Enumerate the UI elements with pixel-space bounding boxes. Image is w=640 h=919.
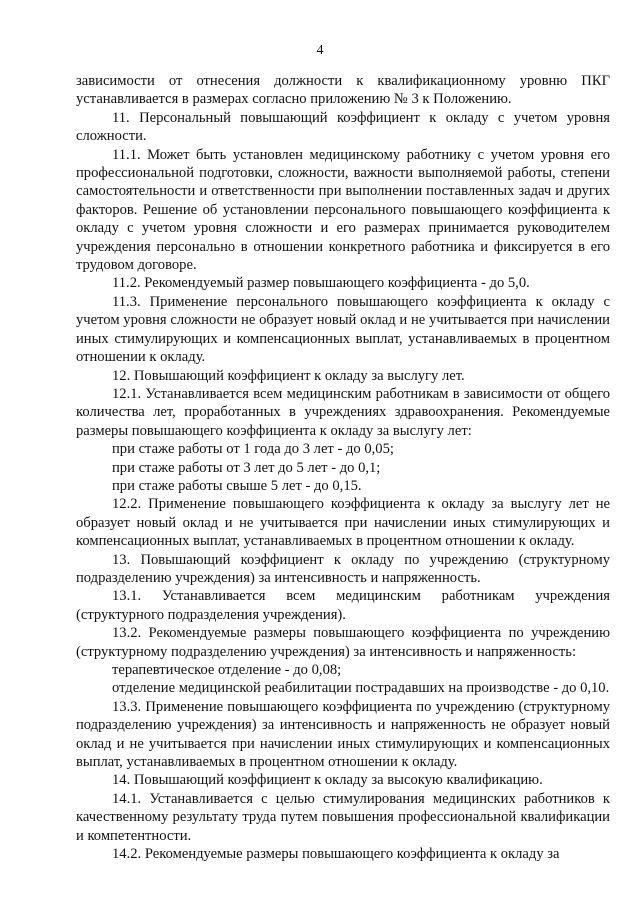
page-number: 4 [316,43,324,58]
paragraph-11-1: 11.1. Может быть установлен медицинскому работнику с учетом уровня его профессиональной подготовки, сложности, важности выполняемой работы, степени самостоятельности и ответственности при выполнении поставленных задач и других факторов. Решение об установлении персонального повышающего коэффициента к окладу с учетом уровня сложности и его размерах принимается руководителем учреждения персонально в отношении конкретного работника и фиксируется в его трудовом договоре. [76,146,610,274]
paragraph-14-1: 14.1. Устанавливается с целью стимулирования медицинских работников к качественному результату труда путем повышения профессиональной квалификации и компетентности. [76,790,610,844]
document-body [76,72,610,863]
section-11-heading: 11. Персональный повышающий коэффициент к окладу с учетом уровня сложности. [76,109,610,145]
list-item: терапевтическое отделение - до 0,08; [112,662,342,678]
paragraph-11-3: 11.3. Применение персонального повышающего коэффициента к окладу с учетом уровня сложности не образует новый оклад и не учитывается при начислении иных стимулирующих и компенсационных выплат, устанавливаемых в процентном отношении к окладу. [76,293,610,366]
section-12-heading: 12. Повышающий коэффициент к окладу за выслугу лет. [112,367,465,384]
section-14-heading: 14. Повышающий коэффициент к окладу за высокую квалификацию. [112,772,543,789]
paragraph-13-1: 13.1. Устанавливается всем медицинским работникам учреждения (структурного подразделения учреждения). [76,588,610,623]
paragraph-14-2: 14.2. Рекомендуемые размеры повышающего коэффициента к окладу за [112,846,560,863]
list-item: отделение медицинской реабилитации пострадавших на производстве - до 0,10. [112,680,610,697]
paragraph-11-2: 11.2. Рекомендуемый размер повышающего коэффициента - до 5,0. [112,275,530,292]
paragraph-13-3: 13.3. Применение повышающего коэффициента по учреждению (структурному подразделению учреждения) за интенсивность и напряженность не образует новый оклад и не учитывается при начислении иных стимулирующих и компенсационных выплат, устанавливаемых в процентном отношении к окладу. [76,698,610,771]
paragraph-12-1: 12.1. Устанавливается всем медицинским работникам в зависимости от общего количества лет, проработанных в учреждениях здравоохранения. Рекомендуемые размеры повышающего коэффициента к окладу за выслугу лет: [76,385,610,439]
paragraph-12-2: 12.2. Применение повышающего коэффициента к окладу за выслугу лет не образует новый оклад и не учитывается при начислении иных стимулирующих и компенсационных выплат, устанавливаемых в процентном отношении к окладу. [76,496,610,550]
list-item: при стаже работы от 1 года до 3 лет - до 0,05; [112,441,394,458]
list-item: при стаже работы от 3 лет до 5 лет - до 0,1; [112,459,381,476]
section-13-heading: 13. Повышающий коэффициент к окладу по учреждению (структурному подразделению учреждения) за интенсивность и напряженность. [76,551,610,586]
list-item: при стаже работы свыше 5 лет - до 0,15. [112,477,362,494]
paragraph-continuation: зависимости от отнесения должности к квалификационному уровню ПКГ устанавливается в размерах согласно приложению № 3 к Положению. [76,73,610,108]
paragraph-13-2: 13.2. Рекомендуемые размеры повышающего коэффициента по учреждению (структурному подразделению учреждения) за интенсивность и напряженность: [76,625,610,660]
